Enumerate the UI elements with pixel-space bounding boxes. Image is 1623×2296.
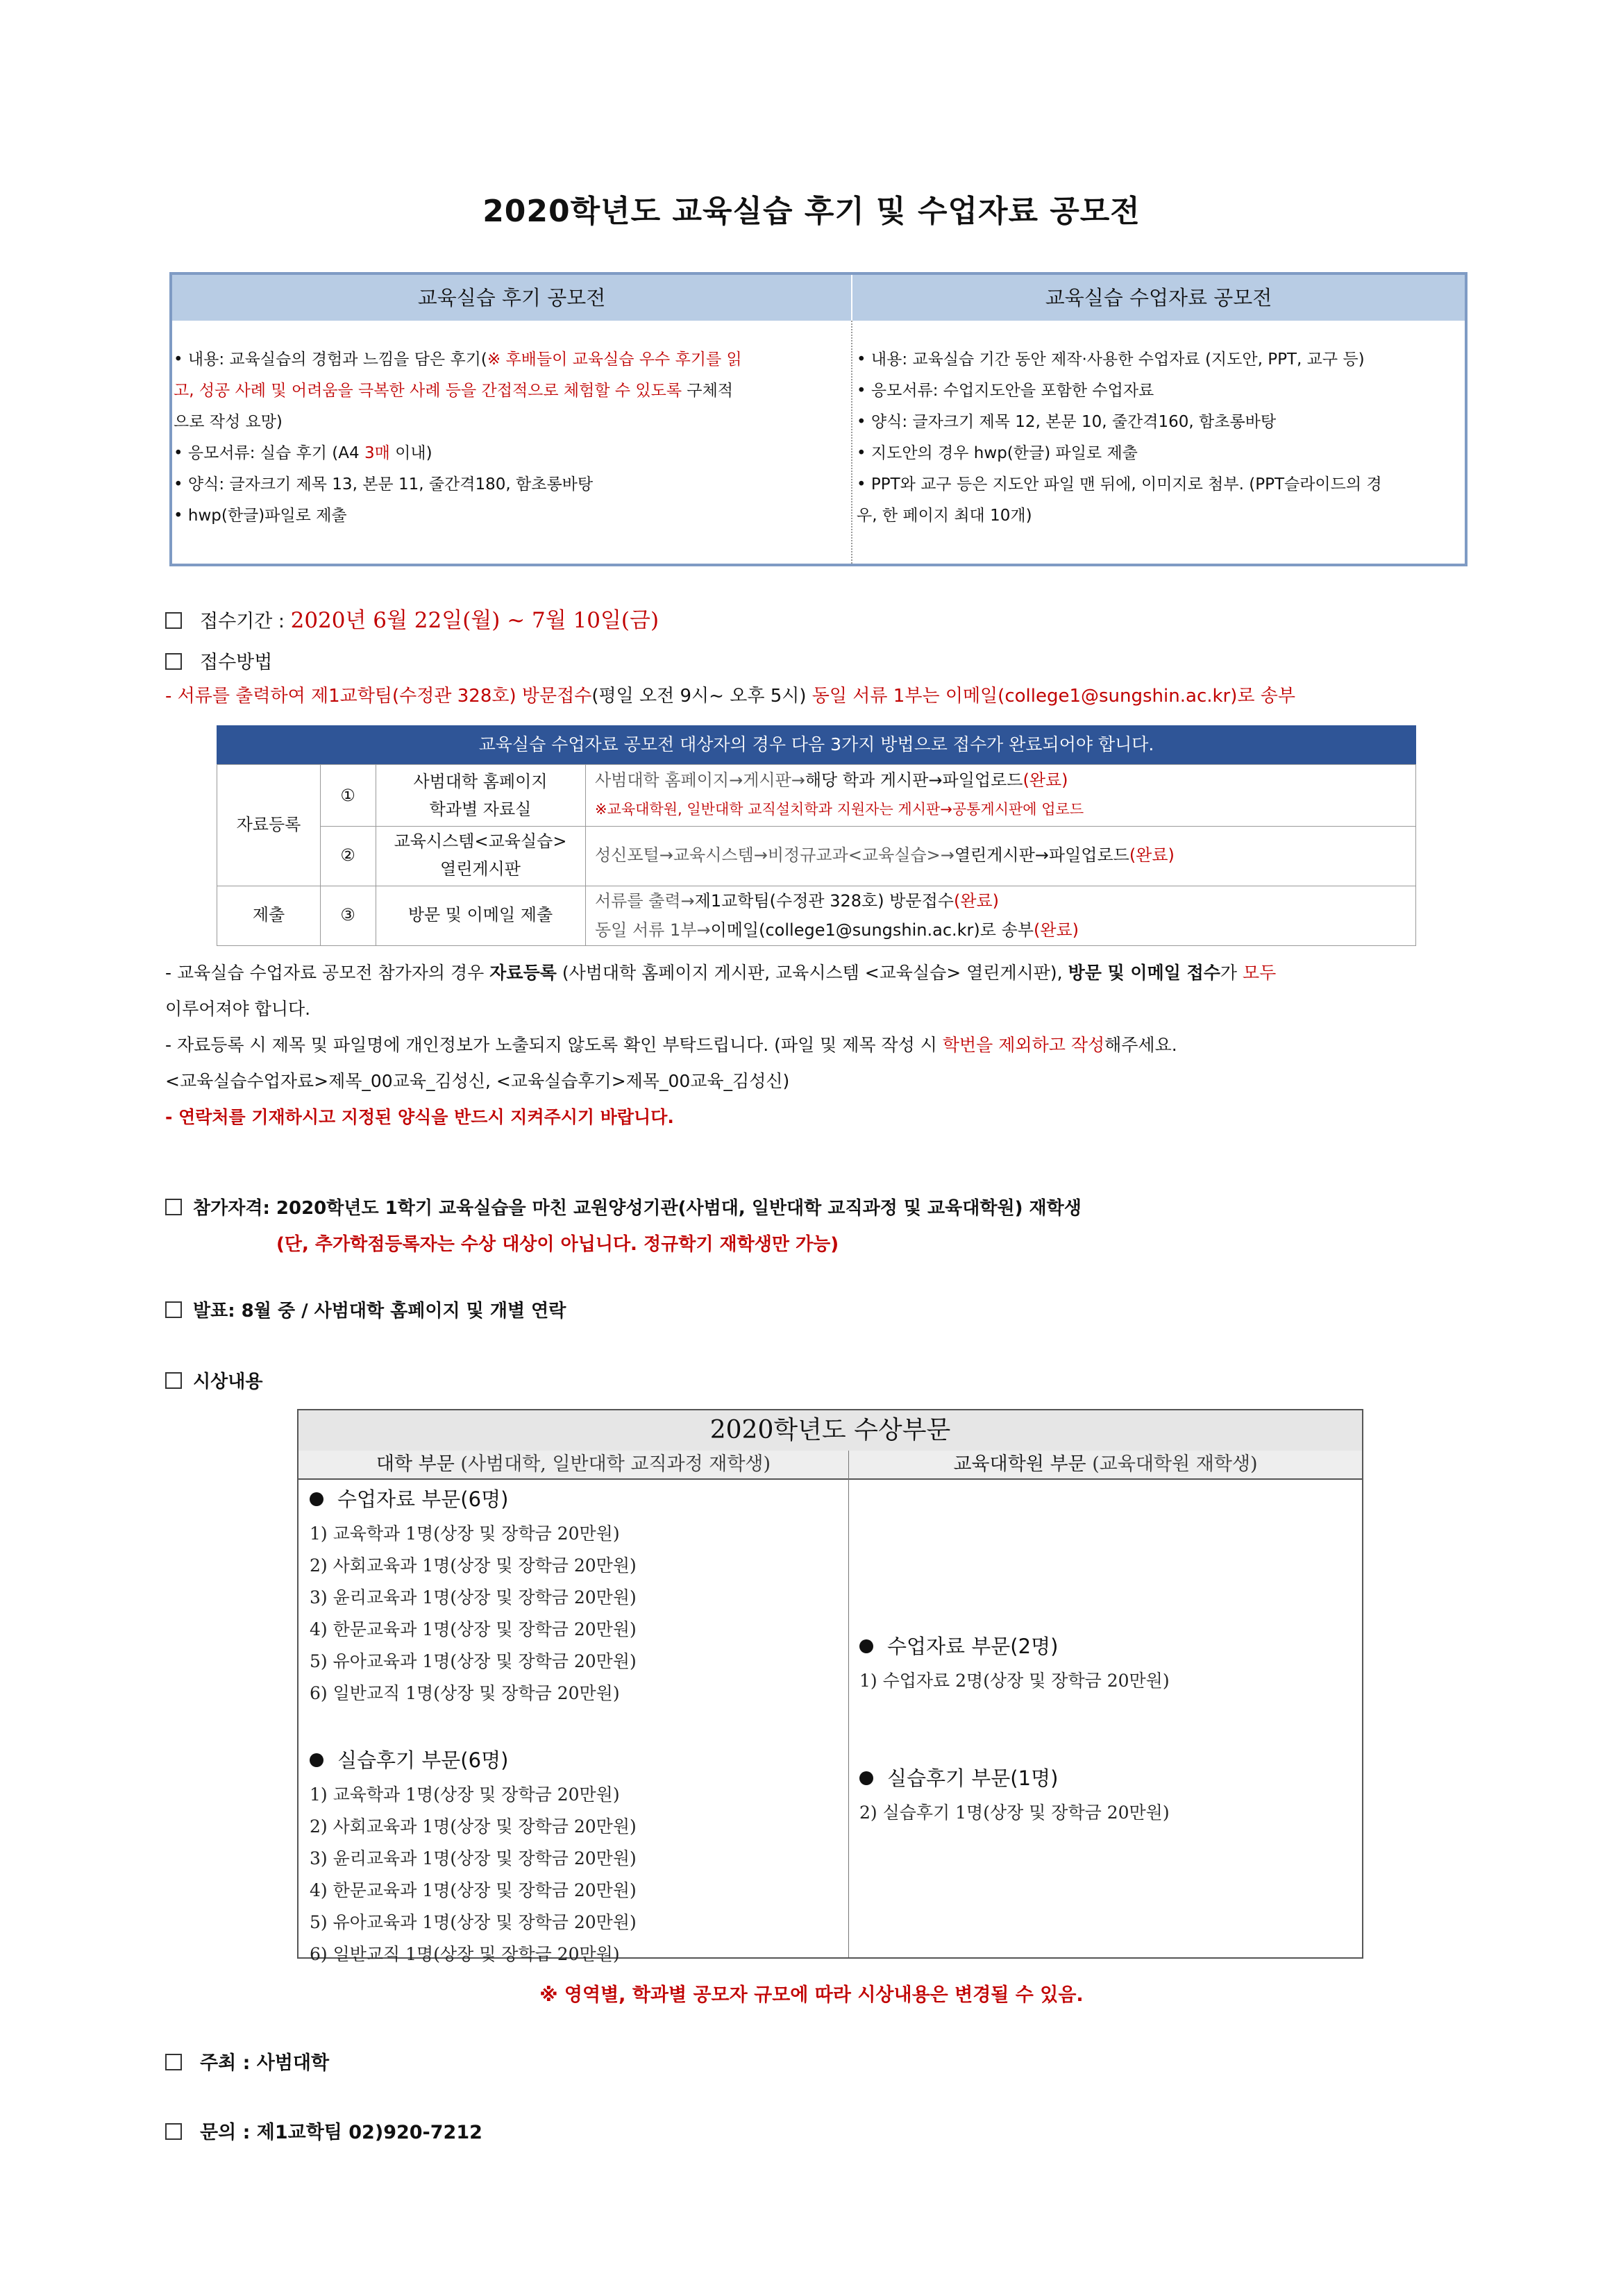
- note2: 이루어져야 합니다.: [165, 999, 311, 1019]
- review-docs-limit: 3매: [364, 444, 390, 462]
- grad-header: [849, 1451, 1362, 1480]
- univ-header-a: 대학 부문: [376, 1453, 461, 1475]
- row3-line2: [595, 916, 1079, 944]
- row2-desc: [595, 841, 1175, 869]
- page-title: 2020학년도 교육실습 후기 및 수업자료 공모전: [482, 194, 1141, 229]
- notes-block: [165, 955, 1470, 1136]
- bullet-icon: [310, 1753, 323, 1767]
- method-line-c: 동일 서류 1부는 이메일(college1@sungshin.ac.kr)로 송부: [812, 686, 1296, 707]
- review-file-text: • hwp(한글)파일로 제출: [174, 507, 347, 525]
- material-contest-details: [857, 344, 1465, 532]
- awards-table: [297, 1409, 1363, 1964]
- method-section: [165, 647, 272, 674]
- note3-b: 학번을 제외하고 작성: [942, 1035, 1105, 1055]
- note1-c: (사범대학 홈페이지 게시판, 교육시스템 <교육실습> 열린게시판),: [556, 963, 1068, 983]
- row3-line1-b: 제1교학팀(수정관 328호) 방문접수: [694, 891, 954, 911]
- contact-text: 문의 : 제1교학팀 02)920-7212: [200, 2122, 482, 2143]
- row2-name-a: 교육시스템<교육실습>: [394, 832, 567, 851]
- checkbox-square-icon: [165, 2123, 182, 2140]
- row2-desc-a: 성신포털→교육시스템→비정규교과<교육실습>→: [595, 845, 955, 865]
- note1-f: 모두: [1242, 963, 1277, 983]
- review-content-text-3: 으로 작성 요망): [174, 413, 283, 431]
- review-contest-header: 교육실습 후기 공모전: [172, 275, 851, 321]
- row1-name-a: 사범대학 홈페이지: [413, 772, 548, 791]
- note1-b: 자료등록: [489, 963, 557, 983]
- award-list-item: 6) 일반교직 1명(상장 및 장학금 20만원): [310, 1683, 620, 1703]
- awards-footnote: ※ 영역별, 학과별 공모자 규모에 따라 시상내용은 변경될 수 있음.: [539, 1984, 1084, 2006]
- row1-desc-done: (완료): [1023, 770, 1068, 790]
- awards-section: [165, 1367, 262, 1393]
- award-list-item: 1) 교육학과 1명(상장 및 장학금 20만원): [310, 1523, 620, 1544]
- row1-name: [376, 768, 585, 823]
- award-list-item: 4) 한문교육과 1명(상장 및 장학금 20만원): [310, 1880, 637, 1900]
- eligibility-text: 참가자격: 2020학년도 1학기 교육실습을 마친 교원양성기관(사범대, 일반대학 교직과정 및 교육대학원) 재학생: [193, 1198, 1082, 1219]
- submission-method-table: [217, 725, 1416, 946]
- row3-line2-b: 이메일(college1@sungshin.ac.kr)로 송부: [710, 920, 1034, 940]
- grad-reviews-item: 2) 실습후기 1명(상장 및 장학금 20만원): [859, 1803, 1170, 1823]
- row3-line1-a: 서류를 출력→: [595, 891, 695, 911]
- univ-cat2-label: 실습후기 부문(6명): [337, 1748, 509, 1772]
- material-ppt-text-2: 우, 한 페이지 최대 10개): [857, 507, 1032, 525]
- univ-header-b: (사범대학, 일반대학 교직과정 재학생): [460, 1453, 771, 1475]
- announce-text: 발표: 8월 중 / 사범대학 홈페이지 및 개별 연락: [193, 1301, 566, 1322]
- grad-cat1-label: 수업자료 부문(2명): [887, 1635, 1059, 1658]
- material-contest-header: 교육실습 수업자료 공모전: [852, 275, 1465, 321]
- method-description: [165, 682, 1295, 707]
- row2-desc-b: 열린게시판→파일업로드: [954, 845, 1129, 865]
- review-format-text: • 양식: 글자크기 제목 13, 본문 11, 줄간격180, 함초롱바탕: [174, 475, 594, 493]
- note5: - 연락처를 기재하시고 지정된 양식을 반드시 지켜주시기 바랍니다.: [165, 1107, 674, 1127]
- review-content-text-2: 구체적: [682, 382, 734, 400]
- submit-label: 제출: [252, 905, 285, 925]
- row1-num: ①: [340, 786, 355, 805]
- awards-table-title: 2020학년도 수상부문: [298, 1410, 1362, 1451]
- row3-line2-a: 동일 서류 1부→: [595, 920, 711, 940]
- award-list-item: 1) 교육학과 1명(상장 및 장학금 20만원): [310, 1784, 620, 1805]
- period-label: 접수기간 :: [200, 611, 291, 632]
- award-list-item: 5) 유아교육과 1명(상장 및 장학금 20만원): [310, 1651, 637, 1671]
- material-file-text: • 지도안의 경우 hwp(한글) 파일로 제출: [857, 444, 1138, 462]
- row3-line2-done: (완료): [1033, 920, 1079, 940]
- checkbox-square-icon: [165, 2054, 182, 2070]
- announce-section: [165, 1297, 566, 1322]
- review-content-text: • 내용: 교육실습의 경험과 느낌을 담은 후기(: [174, 351, 487, 369]
- column-divider: [851, 321, 853, 564]
- awards-column-divider: [848, 1478, 849, 1957]
- contact-section: [165, 2117, 482, 2144]
- note4: <교육실습수업자료>제목_00교육_김성신, <교육실습후기>제목_00교육_김성신): [165, 1071, 790, 1091]
- review-docs-text: • 응모서류: 실습 후기 (A4: [174, 444, 364, 462]
- review-docs-text-2: 이내): [389, 444, 432, 462]
- note3-c: 해주세요.: [1104, 1035, 1177, 1055]
- row3-line1-done: (완료): [953, 891, 1000, 911]
- checkbox-square-icon: [165, 653, 182, 670]
- material-format-text: • 양식: 글자크기 제목 12, 본문 10, 줄간격160, 함초롱바탕: [857, 413, 1277, 431]
- award-list-item: 6) 일반교직 1명(상장 및 장학금 20만원): [310, 1944, 620, 1964]
- univ-category-reviews: [310, 1745, 508, 1773]
- univ-cat1-label: 수업자료 부문(6명): [337, 1487, 509, 1511]
- award-list-item: 5) 유아교육과 1명(상장 및 장학금 20만원): [310, 1912, 637, 1932]
- grad-cat2-label: 실습후기 부문(1명): [887, 1766, 1059, 1790]
- method-line-b: (평일 오전 9시~ 오후 5시): [591, 686, 812, 707]
- bullet-icon: [859, 1639, 873, 1653]
- eligibility-section: [165, 1194, 1082, 1219]
- row3-num: ③: [340, 905, 355, 925]
- grad-header-a: 교육대학원 부문: [953, 1453, 1093, 1475]
- host-section: [165, 2048, 329, 2075]
- row1-desc: [595, 766, 1068, 794]
- review-content-highlight: ※ 후배들이 교육실습 우수 후기를 읽: [487, 351, 742, 369]
- material-content-text: • 내용: 교육실습 기간 동안 제작·사용한 수업자료 (지도안, PPT, 교구 등): [857, 351, 1365, 369]
- grad-category-materials: [859, 1631, 1058, 1660]
- method-line-a: - 서류를 출력하여 제1교학팀(수정관 328호) 방문접수: [165, 686, 592, 707]
- note1-e: 가: [1220, 963, 1243, 983]
- note1-d: 방문 및 이메일 접수: [1068, 963, 1220, 983]
- material-ppt-text: • PPT와 교구 등은 지도안 파일 맨 뒤에, 이미지로 첨부. (PPT슬라이드의 경: [857, 475, 1382, 493]
- award-list-item: 3) 윤리교육과 1명(상장 및 장학금 20만원): [310, 1587, 637, 1607]
- review-contest-details: [174, 344, 848, 532]
- row1-note: ※교육대학원, 일반대학 교직설치학과 지원자는 게시판→공통게시판에 업로드: [595, 801, 1084, 818]
- award-list-item: 4) 한문교육과 1명(상장 및 장학금 20만원): [310, 1619, 637, 1639]
- award-list-item: 2) 사회교육과 1명(상장 및 장학금 20만원): [310, 1555, 637, 1576]
- awards-label: 시상내용: [193, 1371, 263, 1392]
- eligibility-note: (단, 추가학점등록자는 수상 대상이 아닙니다. 정규학기 재학생만 가능): [276, 1234, 839, 1255]
- contest-overview-box: [169, 272, 1468, 566]
- grad-category-reviews: [859, 1763, 1058, 1791]
- method-table-banner: 교육실습 수업자료 공모전 대상자의 경우 다음 3가지 방법으로 접수가 완료되어야 합니다.: [217, 725, 1416, 764]
- row3-name: 방문 및 이메일 제출: [407, 905, 553, 925]
- note3-a: - 자료등록 시 제목 및 파일명에 개인정보가 노출되지 않도록 확인 부탁드립니다. (파일 및 제목 작성 시: [165, 1035, 943, 1055]
- bullet-icon: [859, 1771, 873, 1785]
- method-table-grid: [217, 764, 1416, 946]
- row2-desc-done: (완료): [1129, 845, 1175, 865]
- univ-category-materials: [310, 1484, 508, 1512]
- row1-desc-a: 사범대학 홈페이지→게시판→: [595, 770, 805, 790]
- review-content-highlight-2: 고, 성공 사례 및 어려움을 극복한 사례 등을 간접적으로 체험할 수 있도록: [174, 382, 682, 400]
- checkbox-square-icon: [165, 612, 182, 629]
- row1-desc-b: 해당 학과 게시판→파일업로드: [805, 770, 1023, 790]
- row2-name: [376, 827, 585, 883]
- grad-header-b: (교육대학원 재학생): [1092, 1453, 1258, 1475]
- award-list-item: 3) 윤리교육과 1명(상장 및 장학금 20만원): [310, 1848, 637, 1868]
- row2-num: ②: [340, 845, 355, 865]
- row1-name-b: 학과별 자료실: [429, 800, 532, 819]
- row3-line1: [595, 887, 999, 915]
- material-docs-text: • 응모서류: 수업지도안을 포함한 수업자료: [857, 382, 1154, 400]
- note1-a: - 교육실습 수업자료 공모전 참가자의 경우: [165, 963, 490, 983]
- period-value: 2020년 6월 22일(월) ~ 7월 10일(금): [290, 608, 659, 633]
- reg-label: 자료등록: [236, 815, 301, 834]
- checkbox-square-icon: [165, 1372, 182, 1389]
- grad-materials-item: 1) 수업자료 2명(상장 및 장학금 20만원): [859, 1671, 1170, 1691]
- method-label: 접수방법: [200, 652, 273, 673]
- row2-name-b: 열린게시판: [440, 859, 521, 879]
- univ-header: [298, 1451, 849, 1480]
- award-list-item: 2) 사회교육과 1명(상장 및 장학금 20만원): [310, 1816, 637, 1837]
- checkbox-square-icon: [165, 1199, 182, 1215]
- checkbox-square-icon: [165, 1301, 182, 1318]
- host-text: 주최 : 사범대학: [200, 2052, 330, 2074]
- period-section: [165, 602, 659, 634]
- bullet-icon: [310, 1492, 323, 1506]
